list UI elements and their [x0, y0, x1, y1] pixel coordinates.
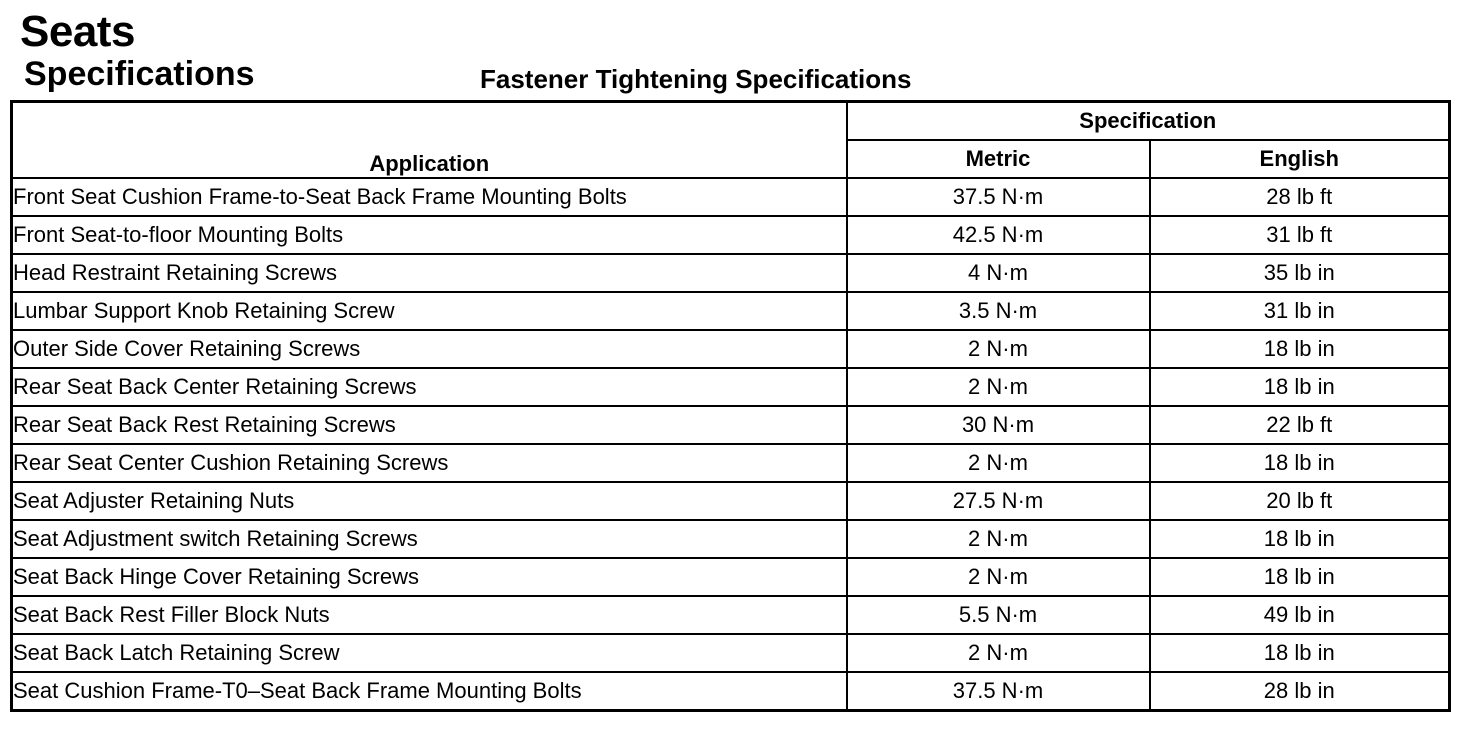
- cell-english: 18 lb in: [1150, 330, 1450, 368]
- cell-english: 31 lb ft: [1150, 216, 1450, 254]
- cell-metric: 2 N·m: [847, 558, 1150, 596]
- cell-metric: 5.5 N·m: [847, 596, 1150, 634]
- table-row: [12, 330, 1450, 368]
- cell-application: Seat Back Hinge Cover Retaining Screws: [12, 558, 847, 596]
- cell-english: 18 lb in: [1150, 368, 1450, 406]
- cell-metric: 2 N·m: [847, 634, 1150, 672]
- cell-application: Lumbar Support Knob Retaining Screw: [12, 292, 847, 330]
- header-application: Application: [12, 102, 847, 179]
- cell-english: 28 lb ft: [1150, 178, 1450, 216]
- header-metric: Metric: [847, 140, 1150, 178]
- table-row: [12, 292, 1450, 330]
- cell-application: Front Seat-to-floor Mounting Bolts: [12, 216, 847, 254]
- table-row: [12, 634, 1450, 672]
- cell-application: Seat Adjuster Retaining Nuts: [12, 482, 847, 520]
- cell-english: 20 lb ft: [1150, 482, 1450, 520]
- cell-metric: 37.5 N·m: [847, 672, 1150, 711]
- cell-application: Rear Seat Center Cushion Retaining Screws: [12, 444, 847, 482]
- cell-metric: 27.5 N·m: [847, 482, 1150, 520]
- cell-application: Front Seat Cushion Frame-to-Seat Back Frame Mounting Bolts: [12, 178, 847, 216]
- cell-application: Rear Seat Back Rest Retaining Screws: [12, 406, 847, 444]
- cell-english: 31 lb in: [1150, 292, 1450, 330]
- table-row: [12, 368, 1450, 406]
- cell-english: 18 lb in: [1150, 444, 1450, 482]
- cell-application: Head Restraint Retaining Screws: [12, 254, 847, 292]
- table-row: [12, 444, 1450, 482]
- cell-english: 18 lb in: [1150, 520, 1450, 558]
- cell-metric: 37.5 N·m: [847, 178, 1150, 216]
- table-row: [12, 520, 1450, 558]
- cell-metric: 3.5 N·m: [847, 292, 1150, 330]
- table-row: [12, 406, 1450, 444]
- table-row: [12, 254, 1450, 292]
- table-row: [12, 672, 1450, 711]
- header-row: [12, 102, 1450, 141]
- header-english: English: [1150, 140, 1450, 178]
- cell-english: 18 lb in: [1150, 634, 1450, 672]
- table-row: [12, 482, 1450, 520]
- cell-english: 18 lb in: [1150, 558, 1450, 596]
- table-row: [12, 558, 1450, 596]
- cell-application: Outer Side Cover Retaining Screws: [12, 330, 847, 368]
- cell-application: Seat Back Rest Filler Block Nuts: [12, 596, 847, 634]
- cell-metric: 2 N·m: [847, 330, 1150, 368]
- cell-metric: 42.5 N·m: [847, 216, 1150, 254]
- table-caption: Fastener Tightening Specifications: [480, 64, 912, 94]
- table-row: [12, 216, 1450, 254]
- cell-application: Rear Seat Back Center Retaining Screws: [12, 368, 847, 406]
- cell-metric: 2 N·m: [847, 368, 1150, 406]
- table-body: [12, 178, 1450, 711]
- cell-english: 22 lb ft: [1150, 406, 1450, 444]
- cell-application: Seat Back Latch Retaining Screw: [12, 634, 847, 672]
- table-row: [12, 596, 1450, 634]
- fastener-spec-table: [10, 100, 1451, 712]
- header-specification: Specification: [847, 102, 1450, 141]
- table-header: [12, 102, 1450, 179]
- table-row: [12, 178, 1450, 216]
- cell-english: 28 lb in: [1150, 672, 1450, 711]
- cell-metric: 30 N·m: [847, 406, 1150, 444]
- cell-application: Seat Cushion Frame-T0–Seat Back Frame Mounting Bolts: [12, 672, 847, 711]
- cell-metric: 2 N·m: [847, 520, 1150, 558]
- cell-metric: 2 N·m: [847, 444, 1150, 482]
- cell-application: Seat Adjustment switch Retaining Screws: [12, 520, 847, 558]
- cell-english: 49 lb in: [1150, 596, 1450, 634]
- cell-english: 35 lb in: [1150, 254, 1450, 292]
- cell-metric: 4 N·m: [847, 254, 1150, 292]
- page-subtitle: Specifications: [24, 55, 255, 93]
- page-title: Seats: [20, 7, 135, 56]
